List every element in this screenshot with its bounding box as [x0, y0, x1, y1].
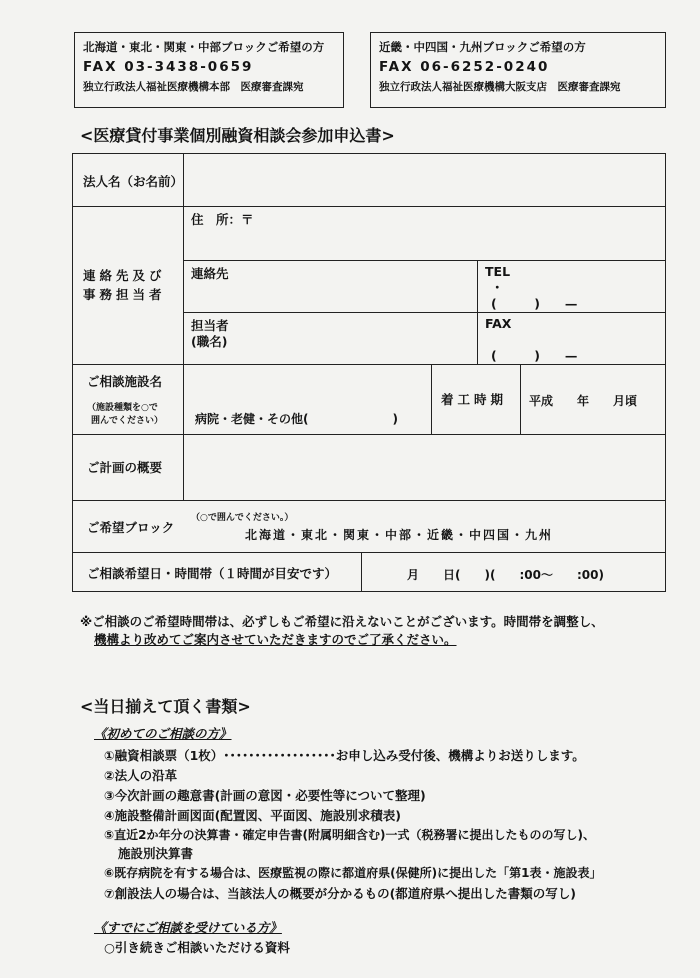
person-title-label: (職名) — [191, 334, 228, 349]
document-item-6: ⑥既存病院を有する場合は、医療監視の際に都道府県(保健所)に提出した「第1表・施設表」 — [104, 866, 602, 880]
contact-place-field[interactable] — [185, 280, 475, 310]
fax-field[interactable]: ( ) — — [491, 348, 578, 363]
construction-field[interactable]: 平成 年 月頃 — [529, 394, 638, 408]
returning-header: 《すでにご相談を受けている方》 — [94, 920, 282, 935]
date-field[interactable]: 月 日( )( :00〜 :00) — [407, 568, 604, 582]
facility-note-line2: 囲んでください） — [91, 416, 164, 426]
notice-line1: ※ご相談のご希望時間帯は、必ずしもご希望に沿えないことがございます。時間帯を調整し、 — [80, 614, 604, 629]
fax-region-east: 北海道・東北・関東・中部ブロックご希望の方 — [83, 40, 325, 54]
tel-label: TEL — [485, 264, 511, 279]
document-item-4: ④施設整備計画図面(配置図、平面図、施設別求積表) — [104, 808, 402, 823]
contact-label-line2: 事務担当者 — [83, 287, 166, 302]
address-label: 住 所：〒 — [191, 212, 254, 227]
fax-label: FAX — [485, 316, 512, 331]
facility-type-options[interactable]: 病院・老健・その他( ) — [195, 412, 398, 426]
contact-label-line1: 連絡先及び — [83, 268, 166, 283]
tel-field[interactable]: ( ) — — [491, 296, 578, 311]
fax-region-west: 近畿・中四国・九州ブロックご希望の方 — [379, 40, 586, 54]
block-label: ご希望ブロック — [87, 520, 175, 535]
date-label: ご相談希望日・時間帯（１時間が目安です） — [87, 566, 338, 581]
person-label: 担当者 — [191, 318, 229, 333]
fax-number-east: FAX 03-3438-0659 — [83, 59, 254, 75]
facility-label: ご相談施設名 — [87, 374, 163, 389]
corp-name-field[interactable] — [185, 156, 663, 204]
facility-note-line1: （施設種類を○で — [87, 403, 158, 413]
block-options[interactable]: 北海道・東北・関東・中部・近畿・中四国・九州 — [245, 528, 554, 542]
address-field[interactable] — [185, 226, 663, 258]
document-item-1: ①融資相談票（1枚）･･････････････････お申し込み受付後、機構よりお送りします。 — [104, 748, 585, 763]
corp-name-label: 法人名（お名前） — [83, 174, 184, 189]
documents-title: <当日揃えて頂く書類> — [80, 697, 251, 716]
document-item-3: ③今次計画の趣意書(計画の意図・必要性等について整理) — [104, 788, 426, 803]
fax-office-east: 独立行政法人福祉医療機構本部 医療審査課宛 — [83, 81, 304, 93]
document-item-2: ②法人の沿革 — [104, 768, 178, 783]
construction-label: 着工時期 — [441, 392, 508, 407]
notice-line2: 機構より改めてご案内させていただきますのでご了承ください。 — [94, 632, 457, 647]
first-time-header: 《初めてのご相談の方》 — [94, 726, 232, 741]
block-note: （○で囲んでください。） — [191, 513, 294, 523]
plan-label: ご計画の概要 — [87, 460, 163, 475]
tel-dot: ・ — [491, 280, 504, 295]
fax-box-west — [370, 32, 666, 108]
document-item-5: ⑤直近2か年分の決算書・確定申告書(附属明細含む)一式（税務署に提出したものの写し)、 — [104, 828, 595, 842]
plan-field[interactable] — [185, 436, 663, 498]
document-item-5-continued: 施設別決算書 — [118, 846, 194, 861]
fax-box-east — [74, 32, 344, 108]
returning-item: ○引き続きご相談いただける資料 — [104, 940, 290, 955]
document-item-7: ⑦創設法人の場合は、当該法人の概要が分かるもの(都道府県へ提出した書類の写し) — [104, 886, 577, 901]
application-form-table — [72, 153, 666, 592]
form-title: <医療貸付事業個別融資相談会参加申込書> — [80, 126, 395, 145]
fax-number-west: FAX 06-6252-0240 — [379, 59, 550, 75]
contact-place-label: 連絡先 — [191, 266, 229, 281]
fax-office-west: 独立行政法人福祉医療機構大阪支店 医療審査課宛 — [379, 81, 621, 93]
person-field[interactable] — [253, 314, 475, 362]
